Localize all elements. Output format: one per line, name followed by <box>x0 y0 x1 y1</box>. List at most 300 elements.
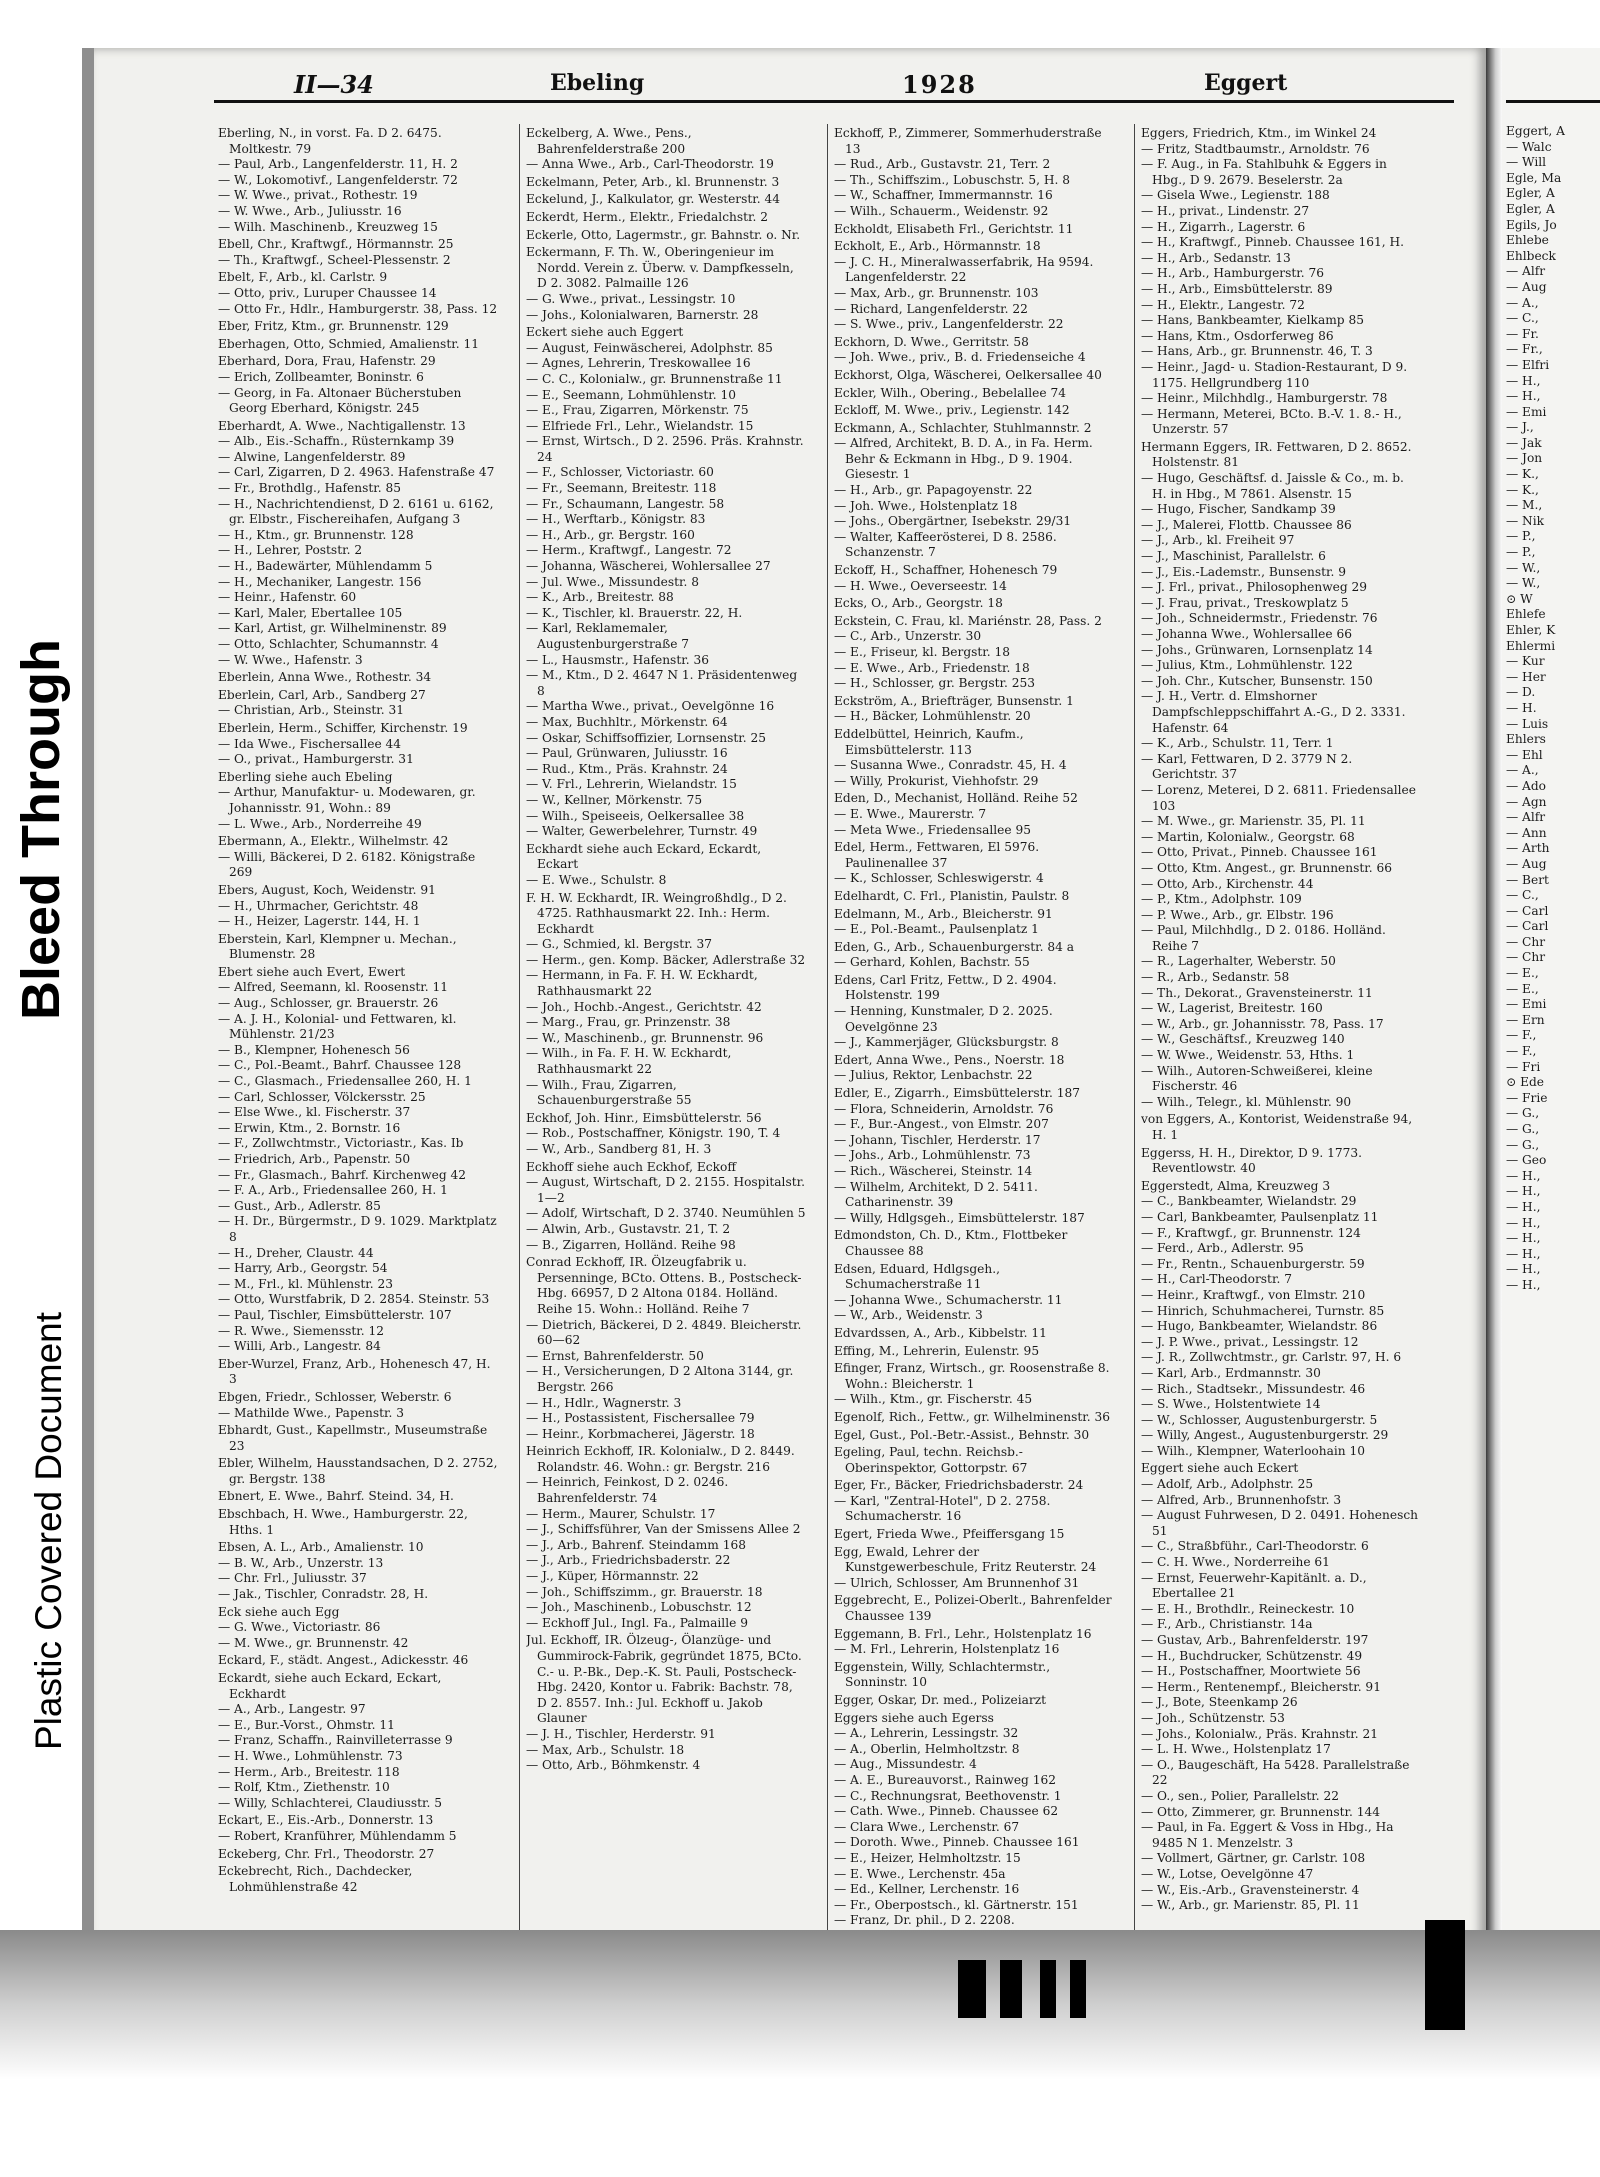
directory-entry: — Hermann, in Fa. F. H. W. Eckhardt, Rathhausmarkt 22 <box>526 968 758 999</box>
directory-entry: — Martin, Kolonialw., Georgstr. 68 <box>1141 829 1355 844</box>
directory-entry: — Hans, Bankbeamter, Kielkamp 85 <box>1141 313 1364 328</box>
directory-entry: — Adolf, Arb., Adolphstr. 25 <box>1141 1477 1314 1492</box>
directory-entry: — Wilh., Klempner, Waterloohain 10 <box>1141 1443 1365 1458</box>
directory-entry: — J. Frau, privat., Treskowplatz 5 <box>1141 595 1349 610</box>
directory-entry: — Herm., Rentenempf., Bleicherstr. 91 <box>1141 1679 1381 1694</box>
adjacent-page-entry: — Emi <box>1506 997 1547 1012</box>
directory-entry: — W., Eis.-Arb., Gravensteinerstr. 4 <box>1141 1882 1360 1897</box>
directory-entry: — Hugo, Geschäftsf. d. Jaissle & Co., m. b. H. in Hbg., M 7861. Alsenstr. 15 <box>1141 471 1404 501</box>
directory-entry: — Alwine, Langenfelderstr. 89 <box>218 449 406 464</box>
directory-entry: — Heinr., Milchhdlg., Hamburgerstr. 78 <box>1141 391 1388 406</box>
adjacent-page-entry: — Will <box>1506 155 1547 170</box>
directory-entry: — R., Lagerhalter, Weberstr. 50 <box>1141 954 1336 969</box>
directory-entry: — A., Arb., Langestr. 97 <box>218 1702 366 1717</box>
directory-entry: Eckart, E., Eis.-Arb., Donnerstr. 13 <box>218 1813 434 1828</box>
directory-entry: — L. Wwe., Arb., Norderreihe 49 <box>218 816 422 831</box>
directory-entry: Eckholdt, Elisabeth Frl., Gerichtstr. 11 <box>834 221 1074 236</box>
directory-entry: — Robert, Kranführer, Mühlendamm 5 <box>218 1828 457 1843</box>
adjacent-page-entry: — M., <box>1506 498 1543 513</box>
column-rule <box>1134 124 1135 1952</box>
adjacent-page-entry: — H., <box>1506 1184 1541 1199</box>
directory-entry: — Paul, Grünwaren, Juliusstr. 16 <box>526 746 728 761</box>
directory-entry: — H., Arb., Sedanstr. 13 <box>1141 250 1291 265</box>
directory-entry: — Oskar, Schiffsoffizier, Lornsenstr. 25 <box>526 730 767 745</box>
directory-entry: — H., Buchdrucker, Schützenstr. 49 <box>1141 1648 1363 1663</box>
directory-entry: — Lorenz, Meterei, D 2. 6811. Friedensallee 103 <box>1141 782 1416 813</box>
directory-entry: — Georg, in Fa. Altonaer Bücherstuben Georg Eberhard, Königstr. 245 <box>218 385 462 416</box>
directory-entry: — Arthur, Manufaktur- u. Modewaren, gr. Johannisstr. 91, Wohn.: 89 <box>218 785 476 815</box>
directory-entry: — H., Arb., Eimsbüttelerstr. 89 <box>1141 281 1333 296</box>
adjacent-page-entry: — F., <box>1506 1044 1537 1059</box>
adjacent-page-entry: — Carl <box>1506 919 1549 934</box>
directory-entry: Eckler, Wilh., Obering., Bebelallee 74 <box>834 385 1066 400</box>
directory-entry: — H. Dr., Bürgermstr., D 9. 1029. Marktplatz 8 <box>218 1214 497 1244</box>
directory-entry: — Fritz, Stadtbaumstr., Arnoldstr. 76 <box>1141 141 1370 156</box>
directory-entry: — P. Wwe., Arb., gr. Elbstr. 196 <box>1141 907 1334 922</box>
directory-entry: — J. H., Vertr. d. Elmshorner Dampfschleppschiffahrt A.-G., D 2. 3331. Hafenstr. 64 <box>1141 689 1406 735</box>
adjacent-page-entry: — H., <box>1506 1262 1541 1277</box>
directory-entry: — August Fuhrwesen, D 2. 0491. Hohenesch 51 <box>1141 1508 1419 1538</box>
directory-entry: — Max, Arb., gr. Brunnenstr. 103 <box>834 285 1039 300</box>
adjacent-page-entry: — D. <box>1506 685 1536 700</box>
dark-mark <box>1040 1960 1056 2018</box>
directory-entry: — Th., Kraftwgf., Scheel-Plessenstr. 2 <box>218 252 451 267</box>
directory-entry: Edens, Carl Fritz, Fettw., D 2. 4904. Holstenstr. 199 <box>834 972 1057 1003</box>
adjacent-page-entry: — Ado <box>1506 778 1547 793</box>
directory-entry: — Joh., Maschinenb., Lobuschstr. 12 <box>526 1600 752 1615</box>
adjacent-page-entry: — K., <box>1506 467 1539 482</box>
directory-entry: — H. Wwe., Lohmühlenstr. 73 <box>218 1748 403 1763</box>
directory-entry: — F., Arb., Christianstr. 14a <box>1141 1617 1313 1632</box>
adjacent-page-entry: — Ann <box>1506 825 1547 840</box>
directory-entry: — Carl, Bankbeamter, Paulsenplatz 11 <box>1141 1209 1379 1224</box>
adjacent-page-entry: — Jak <box>1506 435 1542 450</box>
adjacent-page-entry: — Her <box>1506 669 1546 684</box>
directory-entry: Eckerle, Otto, Lagermstr., gr. Bahnstr. o. Nr. <box>526 227 801 242</box>
directory-entry: — H., Kraftwgf., Pinneb. Chaussee 161, H. <box>1141 235 1405 250</box>
directory-entry: — Otto, Arb., Kirchenstr. 44 <box>1141 876 1314 891</box>
directory-entry: — W., Lagerist, Breitestr. 160 <box>1141 1001 1323 1016</box>
adjacent-page-fragment <box>1502 48 1600 1978</box>
directory-entry: — W., Arb., Sandberg 81, H. 3 <box>526 1142 712 1156</box>
directory-entry: — W. Wwe., Weidenstr. 53, Hths. 1 <box>1141 1048 1355 1063</box>
directory-entry: — Aug., Schlosser, gr. Brauerstr. 26 <box>218 996 439 1011</box>
directory-entry: — Chr. Frl., Juliusstr. 37 <box>218 1571 367 1586</box>
directory-entry: Edelmann, M., Arb., Bleicherstr. 91 <box>834 906 1053 921</box>
directory-entry: — Paul, Tischler, Eimsbüttelerstr. 107 <box>218 1307 452 1322</box>
adjacent-page-entry: — Jon <box>1506 451 1543 466</box>
directory-entry: — K., Tischler, kl. Brauerstr. 22, H. <box>526 605 743 620</box>
directory-entry: — L. H. Wwe., Holstenplatz 17 <box>1141 1742 1331 1757</box>
directory-entry: Edvardssen, A., Arb., Kibbelstr. 11 <box>834 1325 1047 1340</box>
directory-entry: — E., Pol.-Beamt., Paulsenplatz 1 <box>834 922 1039 937</box>
directory-entry: Ebelt, F., Arb., kl. Carlstr. 9 <box>218 270 388 285</box>
directory-entry: — E. Wwe., Lerchenstr. 45a <box>834 1866 1006 1881</box>
directory-entry: — Willi, Arb., Langestr. 84 <box>218 1339 381 1354</box>
directory-entry: — C. C., Kolonialw., gr. Brunnenstraße 11 <box>526 371 783 386</box>
adjacent-page-entry: — Bert <box>1506 872 1549 887</box>
directory-entry: Edmondston, Ch. D., Ktm., Flottbeker Chaussee 88 <box>834 1228 1068 1258</box>
directory-entry: — W., Geschäftsf., Kreuzweg 140 <box>1141 1032 1345 1047</box>
directory-entry: Eberling, N., in vorst. Fa. D 2. 6475. Moltkestr. 79 <box>218 126 442 156</box>
directory-entry: — Gerhard, Kohlen, Bachstr. 55 <box>834 955 1030 970</box>
directory-entry: Eber, Fritz, Ktm., gr. Brunnenstr. 129 <box>218 319 449 334</box>
directory-entry: — K., Schlosser, Schleswigerstr. 4 <box>834 871 1044 886</box>
adjacent-page-entry: — Chr <box>1506 934 1546 949</box>
directory-entry: — Rob., Postschaffner, Königstr. 190, T. 4 <box>526 1126 781 1141</box>
directory-entry: Eckermann, F. Th. W., Oberingenieur im Nordd. Verein z. Überw. v. Dampfkesseln, D 2. 3082. Palmaille 126 <box>526 245 794 291</box>
directory-entry: — Paul, Arb., Langenfelderstr. 11, H. 2 <box>218 157 458 172</box>
directory-entry: — F., Bur.-Angest., von Elmstr. 207 <box>834 1117 1049 1132</box>
directory-entry: Effing, M., Lehrerin, Eulenstr. 95 <box>834 1343 1040 1358</box>
adjacent-page-entry: — Aug <box>1506 856 1547 871</box>
directory-entry: Eberhard, Dora, Frau, Hafenstr. 29 <box>218 354 436 369</box>
directory-entry: — J., Küper, Hörmannstr. 22 <box>526 1569 699 1584</box>
directory-column-1 <box>218 124 498 1954</box>
directory-entry: — Heinr., Korbmacherei, Jägerstr. 18 <box>526 1426 755 1441</box>
adjacent-page-entry: — J., <box>1506 420 1534 435</box>
side-label-line2: Bleed Through <box>11 639 71 1020</box>
directory-entry: — H., Heizer, Lagerstr. 144, H. 1 <box>218 914 421 929</box>
directory-entry: — Otto, Schlachter, Schumannstr. 4 <box>218 637 439 651</box>
directory-entry: — Gust., Arb., Adlerstr. 85 <box>218 1198 381 1213</box>
directory-entry: — Rich., Stadtsekr., Missundestr. 46 <box>1141 1381 1366 1396</box>
directory-entry: — Ernst, Bahrenfelderstr. 50 <box>526 1348 704 1363</box>
directory-entry: — O., sen., Polier, Parallelstr. 22 <box>1141 1788 1339 1803</box>
directory-entry: — Gustav, Arb., Bahrenfelderstr. 197 <box>1141 1633 1369 1647</box>
directory-entry: — H., Werftarb., Königstr. 83 <box>526 512 706 527</box>
directory-entry: — J. Frl., privat., Philosophenweg 29 <box>1141 580 1368 595</box>
side-label-line1: Plastic Covered Document <box>28 1311 69 1750</box>
directory-entry: — Hugo, Fischer, Sandkamp 39 <box>1141 502 1336 517</box>
adjacent-page-entry: — H., <box>1506 1199 1541 1214</box>
directory-entry: — Otto, Wurstfabrik, D 2. 2854. Steinstr. 53 <box>218 1292 490 1307</box>
adjacent-page-entry: — A., <box>1506 295 1539 310</box>
directory-entry: — C., Glasmach., Friedensallee 260, H. 1 <box>218 1074 472 1089</box>
directory-entry: Eberlein, Herm., Schiffer, Kirchenstr. 19 <box>218 720 468 735</box>
directory-entry: Eggers siehe auch Egerss <box>834 1710 994 1725</box>
directory-entry: — H., Hdlr., Wagnerstr. 3 <box>526 1395 682 1410</box>
directory-entry: Eckebrecht, Rich., Dachdecker, Lohmühlenstraße 42 <box>218 1864 413 1894</box>
directory-entry: Hermann Eggers, IR. Fettwaren, D 2. 8652. Holstenstr. 81 <box>1141 439 1412 470</box>
dark-mark <box>1070 1960 1086 2018</box>
directory-entry: Eger, Fr., Bäcker, Friedrichsbaderstr. 24 <box>834 1478 1084 1493</box>
directory-entry: — J., Arb., Friedrichsbaderstr. 22 <box>526 1553 731 1568</box>
directory-entry: — E., Friseur, kl. Bergstr. 18 <box>834 645 1011 659</box>
adjacent-page-entry: Ehlbeck <box>1506 248 1556 263</box>
directory-entry: Ebhardt, Gust., Kapellmstr., Museumstraße 23 <box>218 1423 488 1453</box>
directory-entry: — Willy, Angest., Augustenburgerstr. 29 <box>1141 1428 1389 1443</box>
directory-entry: Eggemann, B. Frl., Lehr., Holstenplatz 16 <box>834 1626 1092 1641</box>
adjacent-page-entry: ⊙ W <box>1506 591 1533 606</box>
directory-entry: Heinrich Eckhoff, IR. Kolonialw., D 2. 8449. Rolandstr. 46. Wohn.: gr. Bergstr. 216 <box>526 1444 795 1474</box>
directory-entry: — Carl, Schlosser, Völckersstr. 25 <box>218 1089 426 1104</box>
directory-entry: Egger, Oskar, Dr. med., Polizeiarzt <box>834 1693 1047 1707</box>
directory-entry: — Paul, Milchhdlg., D 2. 0186. Holländ. Reihe 7 <box>1141 923 1386 953</box>
directory-entry: — Christian, Arb., Steinstr. 31 <box>218 703 405 718</box>
directory-entry: Ebsen, A. L., Arb., Amalienstr. 10 <box>218 1540 424 1555</box>
directory-entry: — J. C. H., Mineralwasserfabrik, Ha 9594. Langenfelderstr. 22 <box>834 254 1094 285</box>
directory-entry: Eberling siehe auch Ebeling <box>218 769 393 784</box>
directory-entry: — E., Heizer, Helmholtzstr. 15 <box>834 1850 1021 1865</box>
directory-entry: — Heinr., Jagd- u. Stadion-Restaurant, D 9. 1175. Hellgrundberg 110 <box>1141 359 1408 390</box>
adjacent-page-entry: — P., <box>1506 545 1536 560</box>
directory-entry: Ebermann, A., Elektr., Wilhelmstr. 42 <box>218 834 449 849</box>
directory-entry: — E., Bur.-Vorst., Ohmstr. 11 <box>218 1717 395 1732</box>
directory-entry: — H., Uhrmacher, Gerichtstr. 48 <box>218 898 419 913</box>
directory-entry: — Johs., Kolonialwaren, Barnerstr. 28 <box>526 307 759 322</box>
directory-entry: — Clara Wwe., Lerchenstr. 67 <box>834 1819 1020 1834</box>
directory-entry: Ecks, O., Arb., Georgstr. 18 <box>834 596 1003 611</box>
directory-entry: — Johann, Tischler, Herderstr. 17 <box>834 1132 1041 1147</box>
directory-entry: — Alfred, Arb., Brunnenhofstr. 3 <box>1141 1492 1342 1507</box>
directory-entry: — M. Frl., Lehrerin, Holstenplatz 16 <box>834 1642 1060 1657</box>
directory-entry: — Walter, Kaffeerösterei, D 8. 2586. Schanzenstr. 7 <box>834 529 1057 560</box>
adjacent-page-entry: — H., <box>1506 1215 1541 1230</box>
directory-entry: — Anna Wwe., Arb., Carl-Theodorstr. 19 <box>526 157 774 172</box>
adjacent-page-entry: — F., <box>1506 1028 1537 1043</box>
directory-entry: — K., Arb., Schulstr. 11, Terr. 1 <box>1141 736 1334 751</box>
directory-entry: Egeling, Paul, techn. Reichsb.-Oberinspektor, Gottorpstr. 67 <box>834 1445 1028 1475</box>
adjacent-page-entry: Ehlebe <box>1506 233 1549 248</box>
directory-entry: — J., Malerei, Flottb. Chaussee 86 <box>1141 517 1352 532</box>
directory-entry: — Dietrich, Bäckerei, D 2. 4849. Bleicherstr. 60—62 <box>526 1317 802 1348</box>
directory-entry: — H., Versicherungen, D 2 Altona 3144, gr. Bergstr. 266 <box>526 1364 794 1394</box>
adjacent-page-entry: Ehlermi <box>1506 638 1556 653</box>
adjacent-page-entry: — Chr <box>1506 950 1546 965</box>
directory-entry: — C., Pol.-Beamt., Bahrf. Chaussee 128 <box>218 1058 462 1073</box>
directory-entry: — Hans, Ktm., Osdorferweg 86 <box>1141 328 1334 343</box>
adjacent-page-entry: — G., <box>1506 1137 1540 1152</box>
adjacent-page-column <box>1506 124 1600 1954</box>
directory-entry: Edler, E., Zigarrh., Eimsbüttelerstr. 187 <box>834 1086 1080 1101</box>
adjacent-page-entry: — Kur <box>1506 654 1545 669</box>
directory-entry: Ebers, August, Koch, Weidenstr. 91 <box>218 882 436 897</box>
directory-entry: — Wilh., Schauerm., Weidenstr. 92 <box>834 203 1049 218</box>
directory-entry: — Julius, Ktm., Lohmühlenstr. 122 <box>1141 658 1353 673</box>
directory-entry: — J., Arb., kl. Freiheit 97 <box>1141 533 1295 548</box>
column-rule <box>827 124 828 1952</box>
directory-entry: — Susanna Wwe., Conradstr. 45, H. 4 <box>834 758 1067 773</box>
adjacent-page-entry: Egler, A <box>1506 201 1555 216</box>
directory-entry: — Herm., Arb., Breitestr. 118 <box>218 1764 400 1779</box>
directory-entry: Eckmann, A., Schlachter, Stuhlmannstr. 2 <box>834 420 1092 435</box>
directory-column-4 <box>1141 124 1421 1954</box>
directory-entry: — Harry, Arb., Georgstr. 54 <box>218 1261 388 1276</box>
directory-entry: Jul. Eckhoff, IR. Ölzeug-, Ölanzüge- und Gummirock-Fabrik, gegründet 1875, BCto. C.- u. P.-Bk., Dep.-K. St. Pauli, Postscheck-Hbg. 2420, Kontor u. Fabrik: Bachstr. 78, D 2. 8557. Inh.: Jul. Eckhoff u. Jakob Glauner <box>526 1633 802 1726</box>
directory-entry: — J., Arb., Bahrenf. Steindamm 168 <box>526 1537 746 1552</box>
directory-entry: — G. Wwe., privat., Lessingstr. 10 <box>526 291 736 306</box>
directory-entry: — Martha Wwe., privat., Oevelgönne 16 <box>526 699 775 714</box>
directory-entry: Eckhoff, P., Zimmerer, Sommerhuderstraße 13 <box>834 126 1102 156</box>
adjacent-page-entry: — H., <box>1506 1168 1541 1183</box>
adjacent-page-entry: — Fr. <box>1506 326 1539 341</box>
directory-entry: — Fr., Brothdlg., Hafenstr. 85 <box>218 481 401 496</box>
directory-entry: — J., Kammerjäger, Glücksburgstr. 8 <box>834 1035 1059 1050</box>
directory-entry: — Rich., Wäscherei, Steinstr. 14 <box>834 1164 1033 1178</box>
directory-entry: — Alwin, Arb., Gustavstr. 21, T. 2 <box>526 1221 731 1236</box>
directory-entry: — Th., Schiffszim., Lobuschstr. 5, H. 8 <box>834 172 1071 187</box>
directory-entry: Eckerdt, Herm., Elektr., Friedalchstr. 2 <box>526 209 769 224</box>
directory-entry: — W. Wwe., Hafenstr. 3 <box>218 652 363 667</box>
directory-entry: — Paul, in Fa. Eggert & Voss in Hbg., Ha 9485 N 1. Menzelstr. 3 <box>1141 1820 1394 1850</box>
adjacent-page-entry: — H., <box>1506 1277 1541 1292</box>
directory-entry: — M. Wwe., gr. Marienstr. 35, Pl. 11 <box>1141 814 1366 829</box>
directory-entry: — Wilh., Telegr., kl. Mühlenstr. 90 <box>1141 1094 1352 1109</box>
directory-entry: — Else Wwe., kl. Fischerstr. 37 <box>218 1105 411 1120</box>
directory-entry: — August, Wirtschaft, D 2. 2155. Hospitalstr. 1—2 <box>526 1175 805 1205</box>
directory-entry: — Joh., Hochb.-Angest., Gerichtstr. 42 <box>526 999 762 1014</box>
directory-entry: — J., Maschinist, Parallelstr. 6 <box>1141 549 1326 564</box>
directory-entry: Eckhorn, D. Wwe., Gerritstr. 58 <box>834 334 1029 349</box>
adjacent-page-entry: ⊙ Ede <box>1506 1075 1544 1090</box>
directory-entry: — H., privat., Lindenstr. 27 <box>1141 203 1310 218</box>
adjacent-page-entry: — K., <box>1506 482 1539 497</box>
directory-entry: Eggerstedt, Alma, Kreuzweg 3 <box>1141 1178 1331 1193</box>
directory-entry: von Eggers, A., Kontorist, Weidenstraße 94, H. 1 <box>1141 1112 1413 1142</box>
header-left-word: Ebeling <box>550 70 645 96</box>
adjacent-page-entry: — C., <box>1506 888 1539 903</box>
directory-entry: Eber-Wurzel, Franz, Arb., Hohenesch 47, H. 3 <box>218 1356 491 1387</box>
directory-entry: — Ida Wwe., Fischersallee 44 <box>218 736 402 751</box>
directory-entry: Ebert siehe auch Evert, Ewert <box>218 964 406 979</box>
adjacent-page-entry: — Ehl <box>1506 747 1543 762</box>
directory-entry: — H., Badewärter, Mühlendamm 5 <box>218 559 433 574</box>
directory-entry: — E. H., Brothdlr., Reineckestr. 10 <box>1141 1601 1355 1616</box>
adjacent-page-entry: — Arth <box>1506 841 1550 856</box>
directory-entry: Ebnert, E. Wwe., Bahrf. Steind. 34, H. <box>218 1489 454 1504</box>
directory-entry: Eckoff, H., Schaffner, Hohenesch 79 <box>834 563 1058 578</box>
adjacent-page-entry: Ehlefe <box>1506 607 1546 622</box>
directory-entry: — B., Klempner, Hohenesch 56 <box>218 1042 410 1057</box>
adjacent-page-entry: Ehlers <box>1506 732 1546 747</box>
directory-entry: — B. W., Arb., Unzerstr. 13 <box>218 1555 384 1570</box>
directory-entry: — R., Arb., Sedanstr. 58 <box>1141 970 1290 985</box>
adjacent-page-entry: — C., <box>1506 311 1539 326</box>
adjacent-page-entry: — H. <box>1506 700 1537 715</box>
directory-entry: — Karl, Reklamemaler, Augustenburgerstraße 7 <box>526 621 690 651</box>
directory-entry: — A., Lehrerin, Lessingstr. 32 <box>834 1726 1019 1741</box>
directory-entry: — J. P. Wwe., privat., Lessingstr. 12 <box>1141 1334 1359 1349</box>
header-year: 1928 <box>902 70 977 99</box>
directory-entry: Eberstein, Karl, Klempner u. Mechan., Blumenstr. 28 <box>218 931 457 962</box>
directory-entry: — W., Kellner, Mörkenstr. 75 <box>526 792 703 807</box>
directory-entry: Eckelmann, Peter, Arb., kl. Brunnenstr. 3 <box>526 174 780 189</box>
directory-entry: — Otto, Zimmerer, gr. Brunnenstr. 144 <box>1141 1804 1380 1819</box>
directory-entry: — Willi, Bäckerei, D 2. 6182. Königstraße 269 <box>218 849 476 880</box>
adjacent-page-entry: Egils, Jo <box>1506 217 1557 232</box>
directory-entry: — Wilh., Speiseeis, Oelkersallee 38 <box>526 808 745 823</box>
directory-entry: — A. J. H., Kolonial- und Fettwaren, kl. Mühlenstr. 21/23 <box>218 1011 457 1042</box>
directory-entry: — Otto, Arb., Böhmkenstr. 4 <box>526 1758 701 1773</box>
directory-entry: Egel, Gust., Pol.-Betr.-Assist., Behnstr. 30 <box>834 1427 1090 1442</box>
directory-entry: — Wilhelm, Architekt, D 2. 5411. Catharinenstr. 39 <box>834 1179 1038 1210</box>
directory-column-2 <box>526 124 806 1954</box>
directory-entry: Ebschbach, H. Wwe., Hamburgerstr. 22, Hths. 1 <box>218 1507 468 1537</box>
directory-entry: Ebler, Wilhelm, Hausstandsachen, D 2. 2752, gr. Bergstr. 138 <box>218 1456 498 1486</box>
directory-entry: — H., Nachrichtendienst, D 2. 6161 u. 6162, gr. Elbstr., Fischereihafen, Aufgang 3 <box>218 496 494 527</box>
directory-page <box>94 48 1486 1978</box>
directory-entry: — B., Zigarren, Holländ. Reihe 98 <box>526 1237 736 1252</box>
dark-mark <box>958 1960 986 2018</box>
directory-entry: — W., Lotse, Oevelgönne 47 <box>1141 1866 1314 1881</box>
directory-entry: Ebgen, Friedr., Schlosser, Weberstr. 6 <box>218 1389 452 1404</box>
directory-entry: Eckstein, C. Frau, kl. Mariénstr. 28, Pass. 2 <box>834 613 1102 628</box>
directory-entry: — F., Kraftwgf., gr. Brunnenstr. 124 <box>1141 1225 1361 1240</box>
adjacent-page-entry: — G., <box>1506 1122 1540 1136</box>
directory-entry: — Erwin, Ktm., 2. Bornstr. 16 <box>218 1120 401 1135</box>
directory-entry: Eck siehe auch Egg <box>218 1604 340 1619</box>
directory-entry: Eckhardt siehe auch Eckard, Eckardt, Eckart <box>526 841 762 872</box>
directory-entry: — F. Aug., in Fa. Stahlbuhk & Eggers in Hbg., D 9. 2679. Beselerstr. 2a <box>1141 157 1387 187</box>
adjacent-page-entry: Egle, Ma <box>1506 170 1562 185</box>
directory-entry: — Johs., Arb., Lohmühlenstr. 73 <box>834 1148 1031 1163</box>
adjacent-page-entry: — H., <box>1506 373 1541 388</box>
page-header <box>214 56 1454 103</box>
directory-entry: Eggers, Friedrich, Ktm., im Winkel 24 <box>1141 126 1377 140</box>
scan-side-label <box>8 639 78 1760</box>
directory-entry: — L., Hausmstr., Hafenstr. 36 <box>526 652 709 667</box>
directory-entry: — S. Wwe., priv., Langenfelderstr. 22 <box>834 317 1064 332</box>
adjacent-page-entry: — Frie <box>1506 1090 1548 1105</box>
directory-entry: Eberlein, Anna Wwe., Rothestr. 34 <box>218 670 432 685</box>
directory-entry: Eggebrecht, E., Polizei-Oberlt., Bahrenfelder Chaussee 139 <box>834 1593 1112 1624</box>
adjacent-page-entry: — Geo <box>1506 1153 1547 1168</box>
column-rule <box>519 124 520 1952</box>
directory-entry: Eberhardt, A. Wwe., Nachtigallenstr. 13 <box>218 418 466 433</box>
directory-entry: — J. H., Tischler, Herderstr. 91 <box>526 1726 716 1741</box>
directory-entry: — F., Zollwchtmstr., Victoriastr., Kas. Ib <box>218 1136 464 1151</box>
directory-entry: — Rud., Arb., Gustavstr. 21, Terr. 2 <box>834 157 1051 172</box>
directory-entry: — H., Postassistent, Fischersallee 79 <box>526 1411 755 1426</box>
adjacent-page-entry: — Aug <box>1506 279 1547 294</box>
directory-entry: — Johs., Grünwaren, Lornsenplatz 14 <box>1141 642 1373 657</box>
directory-entry: — M., Frl., kl. Mühlenstr. 23 <box>218 1276 394 1291</box>
directory-entry: — Johs., Kolonialw., Präs. Krahnstr. 21 <box>1141 1726 1378 1741</box>
directory-entry: — Alfred, Seemann, kl. Roosenstr. 11 <box>218 980 448 995</box>
directory-entry: — Johanna Wwe., Wohlersallee 66 <box>1141 627 1352 641</box>
page-number: II—34 <box>294 70 374 99</box>
directory-entry: Eberhagen, Otto, Schmied, Amalienstr. 11 <box>218 336 479 351</box>
adjacent-page-entry: — E., <box>1506 966 1539 981</box>
directory-entry: Eckelund, J., Kalkulator, gr. Westerstr. 44 <box>526 192 781 207</box>
directory-entry: — Vollmert, Gärtner, gr. Carlstr. 108 <box>1141 1851 1366 1866</box>
directory-entry: — Fr., Oberpostsch., kl. Gärtnerstr. 151 <box>834 1897 1079 1912</box>
directory-entry: — H., Arb., Hamburgerstr. 76 <box>1141 266 1325 281</box>
directory-entry: Eckardt, siehe auch Eckard, Eckart, Eckhardt <box>218 1671 442 1701</box>
directory-entry: — Willy, Schlachterei, Claudiusstr. 5 <box>218 1795 443 1810</box>
directory-entry: — Karl, "Zentral-Hotel", D 2. 2758. Schumacherstr. 16 <box>834 1493 1051 1524</box>
directory-entry: — W., Arb., Weidenstr. 3 <box>834 1308 983 1323</box>
scanned-page-spread <box>82 48 1600 1978</box>
directory-entry: — Hinrich, Schuhmacherei, Turnstr. 85 <box>1141 1303 1385 1318</box>
directory-entry: Ebell, Chr., Kraftwgf., Hörmannstr. 25 <box>218 237 454 252</box>
directory-entry: — A. E., Bureauvorst., Rainweg 162 <box>834 1772 1056 1787</box>
directory-entry: — E. Wwe., Maurerstr. 7 <box>834 806 987 821</box>
directory-entry: — Alfred, Architekt, B. D. A., in Fa. Herm. Behr & Eckmann in Hbg., D 9. 1904. Giesestr. 1 <box>834 436 1093 482</box>
adjacent-page-entry: — W., <box>1506 560 1541 575</box>
directory-entry: — Ernst, Wirtsch., D 2. 2596. Präs. Krahnstr. 24 <box>526 434 804 464</box>
directory-entry: Edsen, Eduard, Hdlgsgeh., Schumacherstraße 11 <box>834 1261 1000 1292</box>
directory-entry: — O., Baugeschäft, Ha 5428. Parallelstraße 22 <box>1141 1757 1410 1788</box>
dark-mark <box>1425 1920 1465 2030</box>
adjacent-page-entry: — Nik <box>1506 513 1545 528</box>
directory-entry: — Jak., Tischler, Conradstr. 28, H. <box>218 1587 429 1602</box>
directory-entry: — Karl, Maler, Ebertallee 105 <box>218 605 403 620</box>
directory-entry: Eckloff, M. Wwe., priv., Legienstr. 142 <box>834 403 1070 418</box>
adjacent-page-entry: — H., <box>1506 389 1541 404</box>
directory-entry: — Joh. Wwe., Holstenplatz 18 <box>834 498 1018 513</box>
